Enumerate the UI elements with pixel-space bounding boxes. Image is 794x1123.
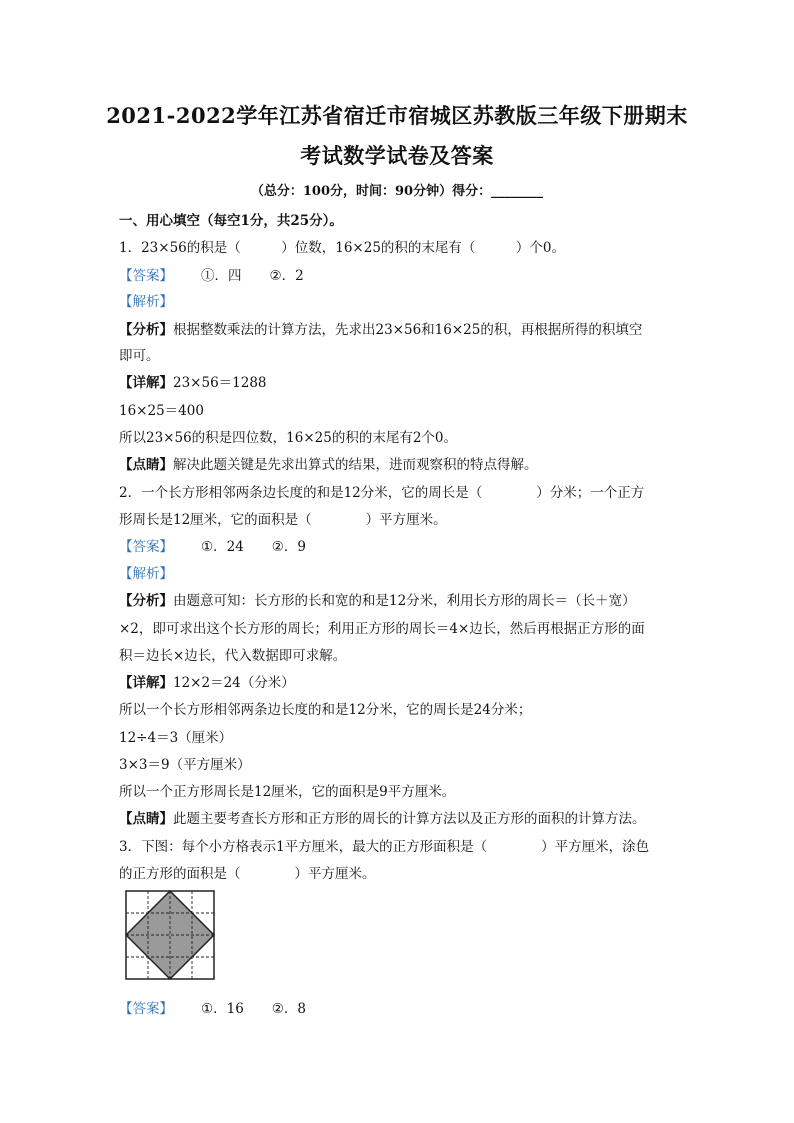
xiangjie-tag: 【详解】 [119,675,173,691]
q2-detail [119,671,679,691]
q1-analysis-cont: 即可。 [119,348,160,364]
dianjing-tag: 【点睛】 [119,457,173,473]
q1-detail-2: 16×25＝400 [119,403,204,419]
q1-comment [119,453,679,473]
section-heading: 一、用心填空（每空1分，共25分）。 [119,213,343,229]
question-1: 1．23×56的积是（ ）位数，16×25的积的末尾有（ ）个0。 [119,240,566,256]
fenxi-text: 由题意可知：长方形的长和宽的和是12分米，利用长方形的周长＝（长＋宽） [173,593,636,609]
page-title-line2: 考试数学试卷及答案 [300,143,494,168]
question-2-cont: 形周长是12厘米，它的面积是（ ）平方厘米。 [119,512,447,528]
answer-tag: 【答案】 [119,1001,173,1017]
q2-analysis-2: ×2，即可求出这个长方形的周长；利用正方形的周长＝4×边长，然后再根据正方形的面 [119,621,645,637]
square-grid-diagram [125,890,217,982]
q2-comment [119,807,679,827]
q2-answer [119,535,679,555]
answer-1: ①．四 [201,268,242,284]
jiexi-tag: 【解析】 [119,566,173,582]
page-title: 2021-2022学年江苏省宿迁市宿城区苏教版三年级下册期末 [106,103,688,128]
exam-subtitle: （总分：100分，时间：90分钟）得分：________ [250,184,544,199]
answer-2: ②．2 [269,268,304,284]
answer-2: ②．9 [271,539,306,555]
q2-detail-3: 12÷4＝3（厘米） [119,730,233,746]
fenxi-text: 根据整数乘法的计算方法，先求出23×56和16×25的积，再根据所得的积填空 [173,322,643,338]
q2-analysis-3: 积＝边长×边长，代入数据即可求解。 [119,648,347,664]
q3-answer [119,997,679,1017]
question-3: 3．下图：每个小方格表示1平方厘米，最大的正方形面积是（ ）平方厘米，涂色 [119,839,650,855]
answer-1: ①．16 [201,1001,244,1017]
q2-analysis [119,589,679,609]
xiangjie-tag: 【详解】 [119,375,173,391]
q1-detail-3: 所以23×56的积是四位数，16×25的积的末尾有2个0。 [119,430,458,446]
answer-1: ①．24 [201,539,244,555]
fenxi-tag: 【分析】 [119,593,173,609]
answer-2: ②．8 [271,1001,306,1017]
question-2: 2．一个长方形相邻两条边长度的和是12分米，它的周长是（ ）分米；一个正方 [119,485,645,501]
q1-analysis [119,318,679,338]
comment-text: 解决此题关键是先求出算式的结果，进而观察积的特点得解。 [173,457,538,473]
answer-tag: 【答案】 [119,268,173,284]
comment-text: 此题主要考查长方形和正方形的周长的计算方法以及正方形的面积的计算方法。 [173,811,646,827]
fenxi-tag: 【分析】 [119,322,173,338]
q2-detail-4: 3×3＝9（平方厘米） [119,757,251,773]
q1-answer [119,264,679,284]
question-3-cont: 的正方形的面积是（ ）平方厘米。 [119,866,376,882]
jiexi-tag: 【解析】 [119,294,173,310]
detail-line: 23×56＝1288 [173,375,267,391]
q2-detail-5: 所以一个正方形周长是12厘米，它的面积是9平方厘米。 [119,784,456,800]
answer-tag: 【答案】 [119,539,173,555]
q2-detail-2: 所以一个长方形相邻两条边长度的和是12分米，它的周长是24分米； [119,702,532,718]
grid-figure [125,890,217,986]
q1-detail [119,371,679,391]
dianjing-tag: 【点睛】 [119,811,173,827]
detail-line: 12×2＝24（分米） [173,675,295,691]
